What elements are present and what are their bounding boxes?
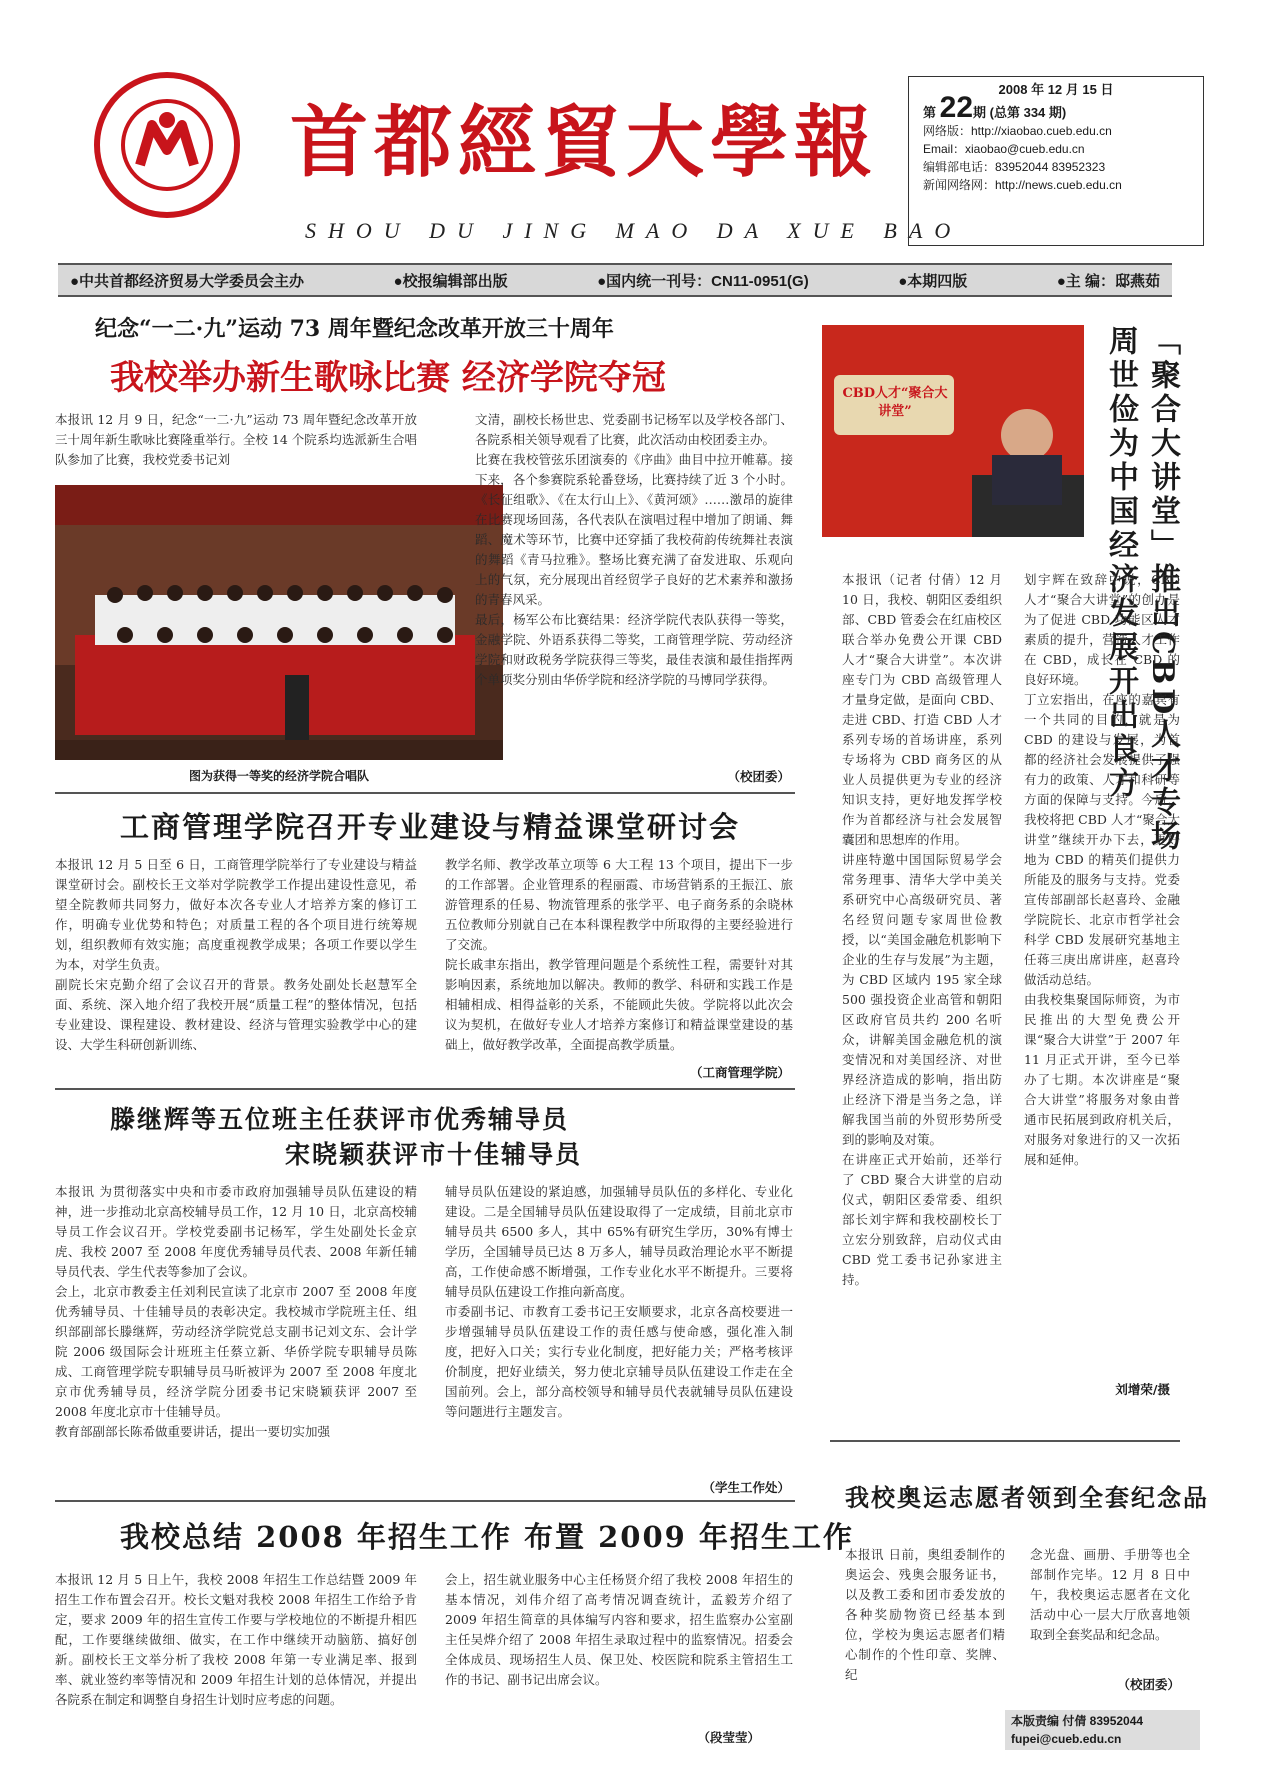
phone-text: 编辑部电话：83952044 83952323 <box>923 160 1106 174</box>
article5-headline-line1: 「聚合大讲堂」推出CBD人才专场 <box>1145 325 1180 855</box>
website-link[interactable]: 网络版：http://xiaobao.cueb.edu.cn <box>923 124 1112 138</box>
article5-headline-line2: 周世俭为中国经济发展开出良方 <box>1103 325 1138 801</box>
article1-lead: 本报讯 12 月 9 日，纪念“一二·九”运动 73 周年暨纪念改革开放三十周年新生歌咏比赛隆重举行。全校 14 个院系均选派新生合唱队参加了比赛，我校党委书记刘 <box>55 412 417 467</box>
article5-col1: 本报讯（记者 付倩）12 月 10 日，我校、朝阳区委组织部、CBD 管委会在红庙校区联合举办免费公开课 CBD 人才“聚合大讲堂”。本次讲座专门为 CBD 高级管理人才量身定做，是面向 CBD、走进 CBD、打造 CBD 人才系列专场的首场讲座，系列专场将为 CBD 商务区的从业人员提供更为专业的经济知识支持，更好地发挥学校作为首都经济与社会发展智囊团和思想库的作用。 讲座特邀中国国际贸易学会常务理事、清华大学中美关系研究中心高级研究员、著名经贸问题专家周世俭教授，以“美国金融危机影响下企业的生存与发展”为主题，为 CBD 区域内 195 家全球 500 强投资企业高管和朝阳区政府官员共约 200 名听众，讲解美国金融危机的演变情况和对美国经济、对世界经济造成的影响，指出防止经济下滑是当务之急，详解我国当前的外贸形势所受到的影响及对策。 在讲座正式开始前，还举行了 CBD 聚合大讲堂的启动仪式，朝阳区委常委、组织部长刘宇辉和我校副校长丁立宏分别致辞，启动仪式由 CBD 党工委书记孙家进主持。 <box>842 572 1002 1287</box>
article6-credit: （校团委） <box>1117 1677 1180 1692</box>
article3-headline2: 宋晓颖获评市十佳辅导员 <box>285 1140 583 1169</box>
divider <box>55 1500 795 1502</box>
issue-date: 2008 年 12 月 15 日 <box>998 82 1114 97</box>
article2-col1: 本报讯 12 月 5 日至 6 日，工商管理学院举行了专业建设与精益课堂研讨会。副校长王文举对学院教学工作提出建设性意见，希望全院教师共同努力，做好本次各专业人才培养方案的修订工作，明确专业优势和特色；对质量工程的各个项目进行统筹规划，组织教师有效实施；高度重视教学成果；各项工作要以学生为本，对学生负责。 副院长宋克勤介绍了会议召开的背景。教务处副处长赵慧军全面、系统、深入地介绍了我校开展“质量工程”的整体情况，包括专业建设、课程建设、教材建设、经济与管理实验教学中心的建设、大学生科研创新训练、 <box>55 857 417 1052</box>
article6-col2: 念光盘、画册、手册等也全部制作完毕。12 月 8 日中午，我校奥运志愿者在文化活动中心一层大厅欣喜地领取到全套奖品和纪念品。 <box>1030 1547 1190 1642</box>
choir-photo-caption: 图为获得一等奖的经济学院合唱队 <box>188 769 369 783</box>
email-link[interactable]: Email：xiaobao@cueb.edu.cn <box>923 142 1085 156</box>
article2-credit: （工商管理学院） <box>689 1065 790 1080</box>
article4-headline: 我校总结 2008 年招生工作 布置 2009 年招生工作 <box>120 1520 854 1554</box>
article4-col2: 会上，招生就业服务中心主任杨贤介绍了我校 2008 年招生的基本情况，刘伟介绍了高考情况调查统计，孟毅芳介绍了 2009 年招生简章的具体编写内容和要求，招生监察办公室副主任吴烨介绍了 2008 年招生录取过程中的监察情况。招委会全体成员、现场招生人员、保卫处、校医院和院系主管招生工作的书记、副书记出席会议。 <box>445 1572 793 1687</box>
article4-credit: （段莹莹） <box>697 1730 760 1745</box>
article3-headline1: 滕继辉等五位班主任获评市优秀辅导员 <box>110 1105 570 1134</box>
article2-headline: 工商管理学院召开专业建设与精益课堂研讨会 <box>120 810 741 844</box>
article1-headline: 我校举办新生歌咏比赛 经济学院夺冠 <box>110 358 666 398</box>
newspaper-pinyin: SHOU DU JING MAO DA XUE BAO <box>305 218 963 243</box>
publication-banner <box>58 263 1172 297</box>
article1-kicker: 纪念“一二·九”运动 73 周年暨纪念改革开放三十周年 <box>95 316 614 342</box>
lecture-photo <box>822 325 1084 537</box>
banner-publisher: ●校报编辑部出版 <box>393 272 508 290</box>
divider <box>55 792 795 794</box>
divider <box>55 1088 795 1090</box>
footer-email[interactable]: fupei@cueb.edu.cn <box>1011 1732 1122 1746</box>
divider <box>830 1440 1180 1442</box>
article3-col2: 辅导员队伍建设的紧迫感，加强辅导员队伍的多样化、专业化建设。二是全国辅导员队伍建设取得了一定成绩，目前北京市辅导员共 6500 多人，其中 65%有研究生学历，30%有博士学历，全国辅导员已达 8 万多人，辅导员政治理论水平不断提高，工作使命感不断增强，工作专业化水平不断提升。三要将辅导员队伍建设工作推向新高度。 市委副书记、市教育工委书记王安顺要求，北京各高校要进一步增强辅导员队伍建设工作的责任感与使命感，强化准入制度，把好入口关；实行专业化制度，把好能力关；严格考核评价制度，把好业绩关，努力使北京辅导员队伍建设工作走在全国前列。会上，部分高校领导和辅导员代表就辅导员队伍建设等问题进行主题发言。 <box>445 1184 793 1419</box>
footer-editor: 本版责编 付倩 83952044 <box>1011 1714 1144 1728</box>
article6-col1: 本报讯 日前，奥组委制作的奥运会、残奥会服务证书，以及教工委和团市委发放的各种奖励物资已经基本到位，学校为奥运志愿者们精心制作的个性印章、奖牌、纪 <box>845 1547 1005 1682</box>
article6-headline: 我校奥运志愿者领到全套纪念品 <box>845 1483 1209 1512</box>
newspaper-title: 首都經貿大學報 <box>290 97 879 188</box>
editor-footer <box>1005 1710 1200 1750</box>
university-logo <box>92 70 242 220</box>
article3-col1: 本报讯 为贯彻落实中央和市委市政府加强辅导员队伍建设的精神，进一步推动北京高校辅导员工作，12 月 10 日，北京高校辅导员工作会议召开。学校党委副书记杨军，学生处副处长金京虎、我校 2007 至 2008 年度优秀辅导员代表、2008 年新任辅导员代表、学生代表等参加了会议。 会上，北京市教委主任刘利民宣读了北京市 2007 至 2008 年度优秀辅导员、十佳辅导员的表彰决定。我校城市学院班主任、组织部副部长滕继辉，劳动经济学院党总支副书记刘文东、会计学院 2006 级国际会计班班主任蔡立新、华侨学院专职辅导员陈成、工商管理学院专职辅导员马昕被评为 2007 至 2008 年度北京市优秀辅导员，经济学院分团委书记宋晓颖获评 2007 至 2008 年度北京市十佳辅导员。 教育部副部长陈希做重要讲话，提出一要切实加强 <box>55 1184 417 1439</box>
lecture-photo-sign: CBD人才“聚合大讲堂” <box>842 386 948 419</box>
issue-info-box <box>908 76 1204 246</box>
news-site-link[interactable]: 新闻网络网：http://news.cueb.edu.cn <box>923 178 1122 192</box>
banner-editor: ●主 编：邸燕茹 <box>1056 272 1160 290</box>
article1-credit: （校团委） <box>727 769 790 784</box>
article1-col2: 文清，副校长杨世忠、党委副书记杨军以及学校各部门、各院系相关领导观看了比赛，此次活动由校团委主办。 比赛在我校管弦乐团演奏的《序曲》曲目中拉开帷幕。接下来，各个参赛院系轮番登场，比赛持续了近 3 个小时。《长征组歌》、《在太行山上》、《黄河颂》……激昂的旋律在比赛现场回荡，各代表队在演唱过程中增加了朗诵、舞蹈、魔术等环节，比赛中还穿插了我校荷韵传统舞社表演的舞蹈《青马拉雅》。整场比赛充满了奋发进取、乐观向上的气氛，充分展现出首经贸学子良好的艺术素养和激扬的青春风采。 最后，杨军公布比赛结果：经济学院代表队获得一等奖，金融学院、外语系获得二等奖，工商管理学院、劳动经济学院和财政税务学院获得三等奖，最佳表演和最佳指挥两个单项奖分别由华侨学院和经济学院的马博同学获得。 <box>475 412 793 687</box>
article5-col2: 划宇辉在致辞中说，CBD 人才“聚合大讲堂”的创办是为了促进 CBD 功能区人才素质的提升，营造人才工作在 CBD，成长在 CBD 的良好环境。 丁立宏指出，在座的嘉宾有一个共同的目的，就是为 CBD 的建设与发展，为首都的经济社会发展提供了强有力的政策、人才和科研等方面的保障与支持。今后，我校将把 CBD 人才“聚合大讲堂”继续开办下去，更好地为 CBD 的精英们提供力所能及的服务与支持。党委宣传部副部长赵喜玲、金融学院院长、北京市哲学社会科学 CBD 发展研究基地主任蒋三庚出席讲座，赵喜玲做活动总结。 由我校集聚国际师资，为市民推出的大型免费公开课“聚合大讲堂”于 2007 年 11 月正式开讲，至今已举办了七期。本次讲座是“聚合大讲堂”将服务对象由普通市民拓展到政府机关后，对服务对象进行的又一次拓展和延伸。 <box>1024 572 1180 1167</box>
issue-number: 第 22期 (总第 334 期) <box>923 91 1067 124</box>
banner-cn: ●国内统一刊号：CN11-0951(G) <box>597 272 809 290</box>
banner-edition: ●本期四版 <box>898 272 968 290</box>
banner-host: ●中共首都经济贸易大学委员会主办 <box>70 272 305 290</box>
article3-credit: （学生工作处） <box>702 1480 790 1495</box>
article2-col2: 教学名师、教学改革立项等 6 大工程 13 个项目，提出下一步的工作部署。企业管理系的程丽霞、市场营销系的王振江、旅游管理系的任易、物流管理系的张学平、电子商务系的余晓林五位教师分别就自己在本科课程教学中所取得的主要经验进行了交流。 院长戚聿东指出，教学管理问题是个系统性工程，需要针对其影响因素，系统地加以解决。教师的教学、科研和实践工作是相辅相成、相得益彰的关系，不能顾此失彼。学院将以此次会议为契机，在做好专业人才培养方案修订和精益课堂建设的基础上，做好教学改革，全面提高教学质量。 <box>445 857 793 1052</box>
article5-credit: 刘增荣/摄 <box>1115 1382 1170 1397</box>
article4-col1: 本报讯 12 月 5 日上午，我校 2008 年招生工作总结暨 2009 年招生工作布置会召开。校长文魁对我校 2008 年招生工作给予肯定，要求 2009 年的招生宣传工作要与学校地位的不断提升相匹配，工作要继续做细、做实，在工作中继续开动脑筋、搞好创新。副校长王文举分析了我校 2008 年第一专业满足率、报到率、就业签约率等情况和 2009 年招生计划的总体情况，并提出各院系在制定和调整自身招生计划时应考虑的问题。 <box>55 1572 417 1707</box>
choir-photo <box>55 485 503 760</box>
